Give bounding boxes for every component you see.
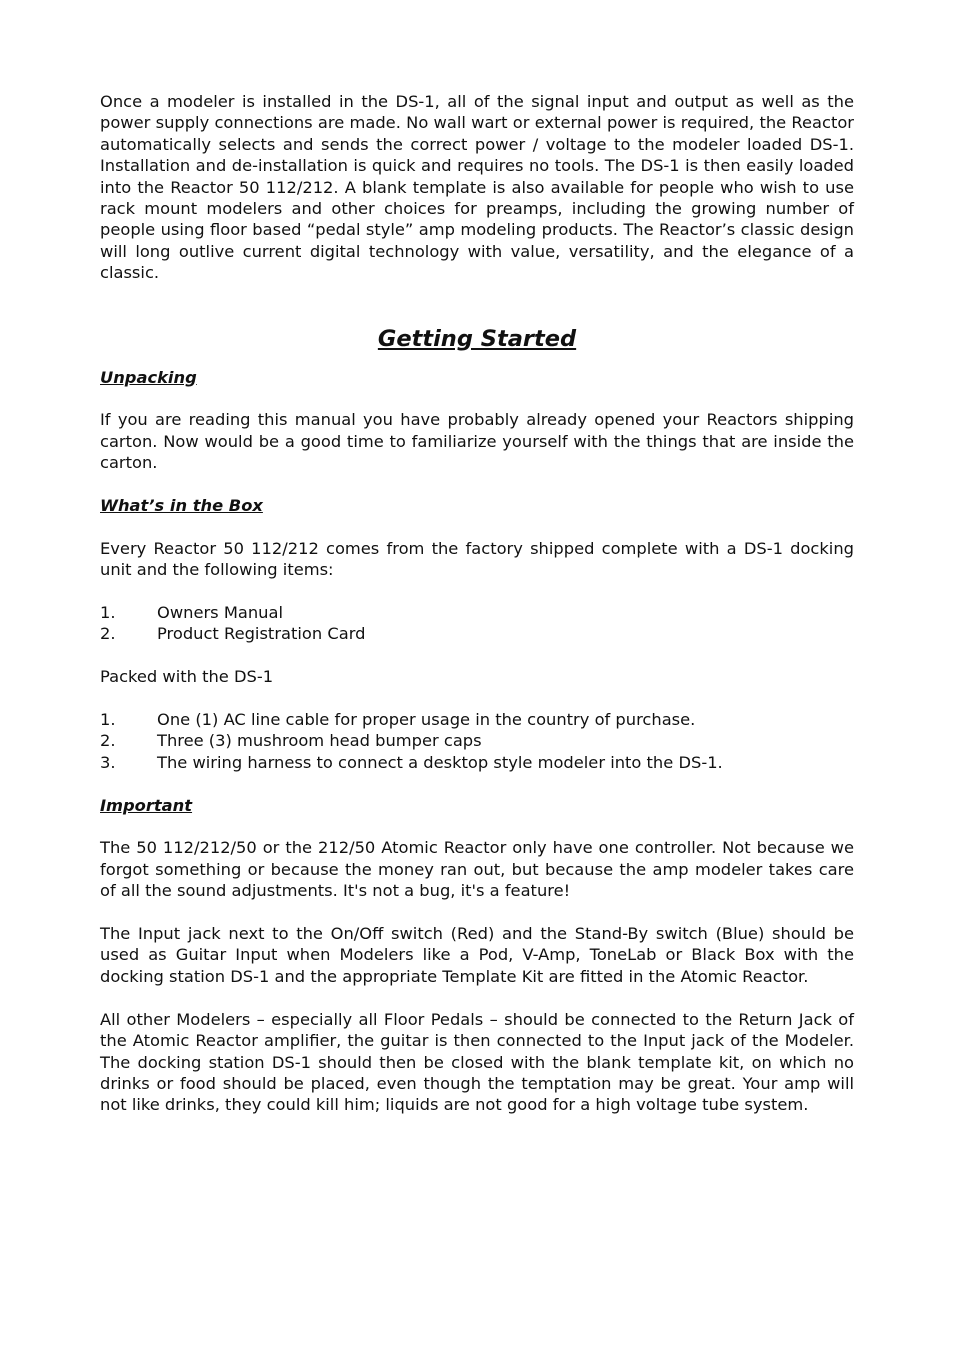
unpacking-paragraph: If you are reading this manual you have probably already opened your Reactors shipping carton. Now would be a good time to familiarize yourself with the things that are inside the carton.	[100, 410, 854, 473]
heading-unpacking: Unpacking	[100, 367, 197, 387]
document-page	[100, 91, 854, 1116]
important-paragraph-2: The Input jack next to the On/Off switch (Red) and the Stand-By switch (Blue) should be used as Guitar Input when Modelers like a Pod, V-Amp, ToneLab or Black Box with the docking station DS-1 and the appropriate Template Kit are fitted in the Atomic Reactor.	[100, 924, 854, 986]
heading-important: Important	[100, 795, 193, 815]
list-item-text: Owners Manual	[157, 603, 283, 623]
list-item-number: 1.	[100, 603, 116, 623]
list-item	[100, 730, 854, 751]
important-paragraph-3: All other Modelers – especially all Floor Pedals – should be connected to the Return Jack of the Atomic Reactor amplifier, the guitar is then connected to the Input jack of the Modeler. The docking station DS-1 should then be closed with the blank template kit, on which no drinks or food should be placed, even though the temptation may be great. Your amp will not like drinks, they could kill him; liquids are not good for a high voltage tube system.	[100, 1009, 854, 1115]
important-paragraph-1: The 50 112/212/50 or the 212/50 Atomic Reactor only have one controller. Not because we forgot something or because the money ran out, but because the amp modeler takes care of all the sound adjustments. It's not a bug, it's a feature!	[100, 838, 854, 901]
list-item-number: 2.	[100, 624, 116, 644]
list-item-text: One (1) AC line cable for proper usage in the country of purchase.	[157, 710, 696, 730]
list-item	[100, 623, 854, 644]
whats-in-box-paragraph: Every Reactor 50 112/212 comes from the factory shipped complete with a DS-1 docking unit and the following items:	[100, 538, 854, 580]
heading-whats-in-the-box: What’s in the Box	[100, 496, 263, 516]
box-items-list	[100, 602, 854, 645]
packed-items-list	[100, 709, 854, 773]
list-item	[100, 709, 854, 730]
list-item-text: Three (3) mushroom head bumper caps	[157, 731, 482, 751]
section-title-getting-started: Getting Started	[377, 325, 577, 352]
list-item	[100, 752, 854, 773]
list-item	[100, 602, 854, 623]
list-item-number: 3.	[100, 752, 116, 772]
list-item-text: The wiring harness to connect a desktop style modeler into the DS-1.	[157, 752, 723, 772]
list-item-number: 1.	[100, 710, 116, 730]
list-item-number: 2.	[100, 731, 116, 751]
list-item-text: Product Registration Card	[157, 624, 366, 644]
packed-with-label: Packed with the DS-1	[100, 667, 274, 687]
intro-paragraph: Once a modeler is installed in the DS-1, all of the signal input and output as well as the power supply connections are made. No wall wart or external power is required, the Reactor automatically selects and sends the correct power / voltage to the modeler loaded DS-1. Installation and de-installation is quick and requires no tools. The DS-1 is then easily loaded into the Reactor 50 112/212. A blank template is also available for people who wish to use rack mount modelers and other choices for preamps, including the growing number of people using floor based “pedal style” amp modeling products. The Reactor’s classic design will long outlive current digital technology with value, versatility, and the elegance of a classic.	[100, 92, 854, 283]
